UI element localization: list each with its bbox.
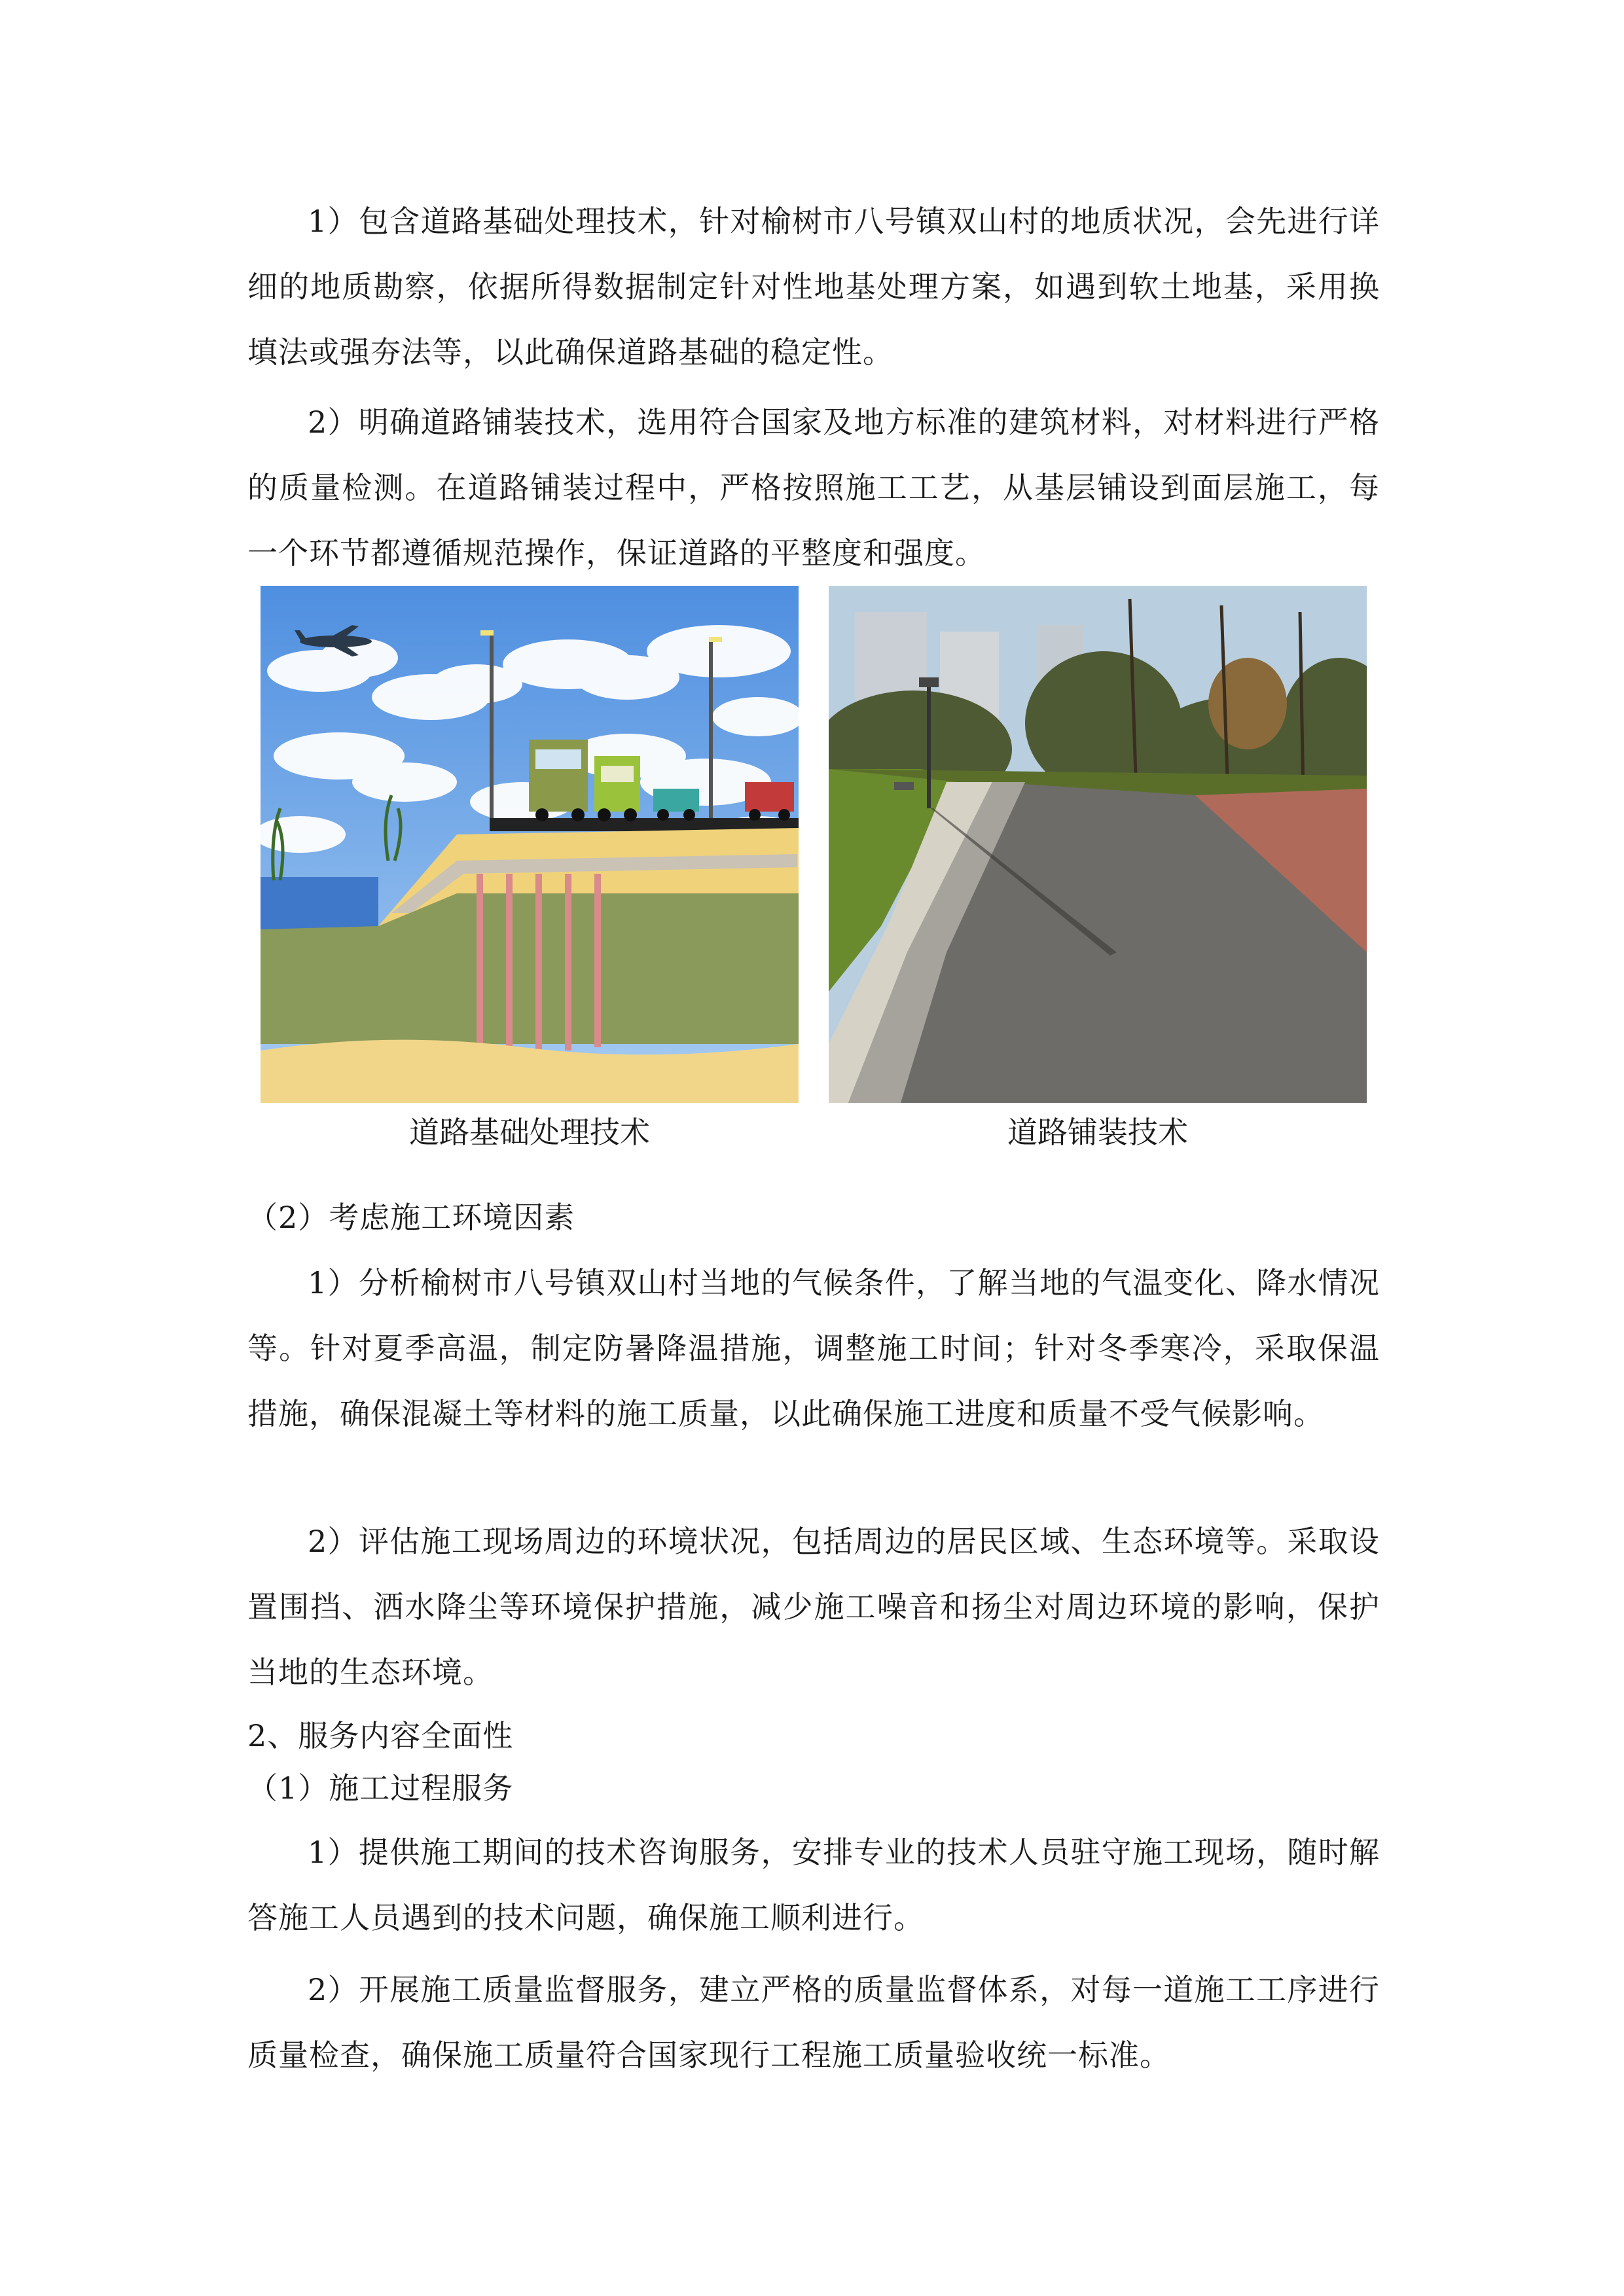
heading-service-comprehensiveness: 2、服务内容全面性 [247, 1718, 514, 1753]
figure-foundation-illustration [261, 586, 799, 1103]
subheading-environment-factors: （2）考虑施工环境因素 [247, 1200, 575, 1235]
paragraph-foundation-treatment: 1）包含道路基础处理技术，针对榆树市八号镇双山村的地质状况，会先进行详细的地质勘察，依据所得数据制定针对性地基处理方案，如遇到软土地基，采用换填法或强夯法等，以此确保道路基础的稳定性。 [247, 204, 1380, 370]
paragraph-quality-supervision: 2）开展施工质量监督服务，建立严格的质量监督体系，对每一道施工工序进行质量检查，确保施工质量符合国家现行工程施工质量验收统一标准。 [247, 1972, 1380, 2073]
paragraph-paving-technique: 2）明确道路铺装技术，选用符合国家及地方标准的建筑材料，对材料进行严格的质量检测。在道路铺装过程中，严格按照施工工艺，从基层铺设到面层施工，每一个环节都遵循规范操作，保证道路的平整度和强度。 [247, 404, 1380, 571]
figure-caption-foundation: 道路基础处理技术 [409, 1115, 650, 1150]
paragraph-climate-analysis: 1）分析榆树市八号镇双山村当地的气候条件，了解当地的气温变化、降水情况等。针对夏季高温，制定防暑降温措施，调整施工时间；针对冬季寒冷，采取保温措施，确保混凝土等材料的施工质量，以此确保施工进度和质量不受气候影响。 [247, 1265, 1380, 1431]
figure-paving-photo [829, 586, 1367, 1103]
subheading-construction-services: （1）施工过程服务 [247, 1770, 514, 1806]
figure-caption-paving: 道路铺装技术 [1007, 1115, 1188, 1150]
paragraph-technical-consulting: 1）提供施工期间的技术咨询服务，安排专业的技术人员驻守施工现场，随时解答施工人员遇到的技术问题，确保施工顺利进行。 [247, 1835, 1380, 1935]
paragraph-site-environment: 2）评估施工现场周边的环境状况，包括周边的居民区域、生态环境等。采取设置围挡、洒水降尘等环境保护措施，减少施工噪音和扬尘对周边环境的影响，保护当地的生态环境。 [247, 1524, 1380, 1690]
